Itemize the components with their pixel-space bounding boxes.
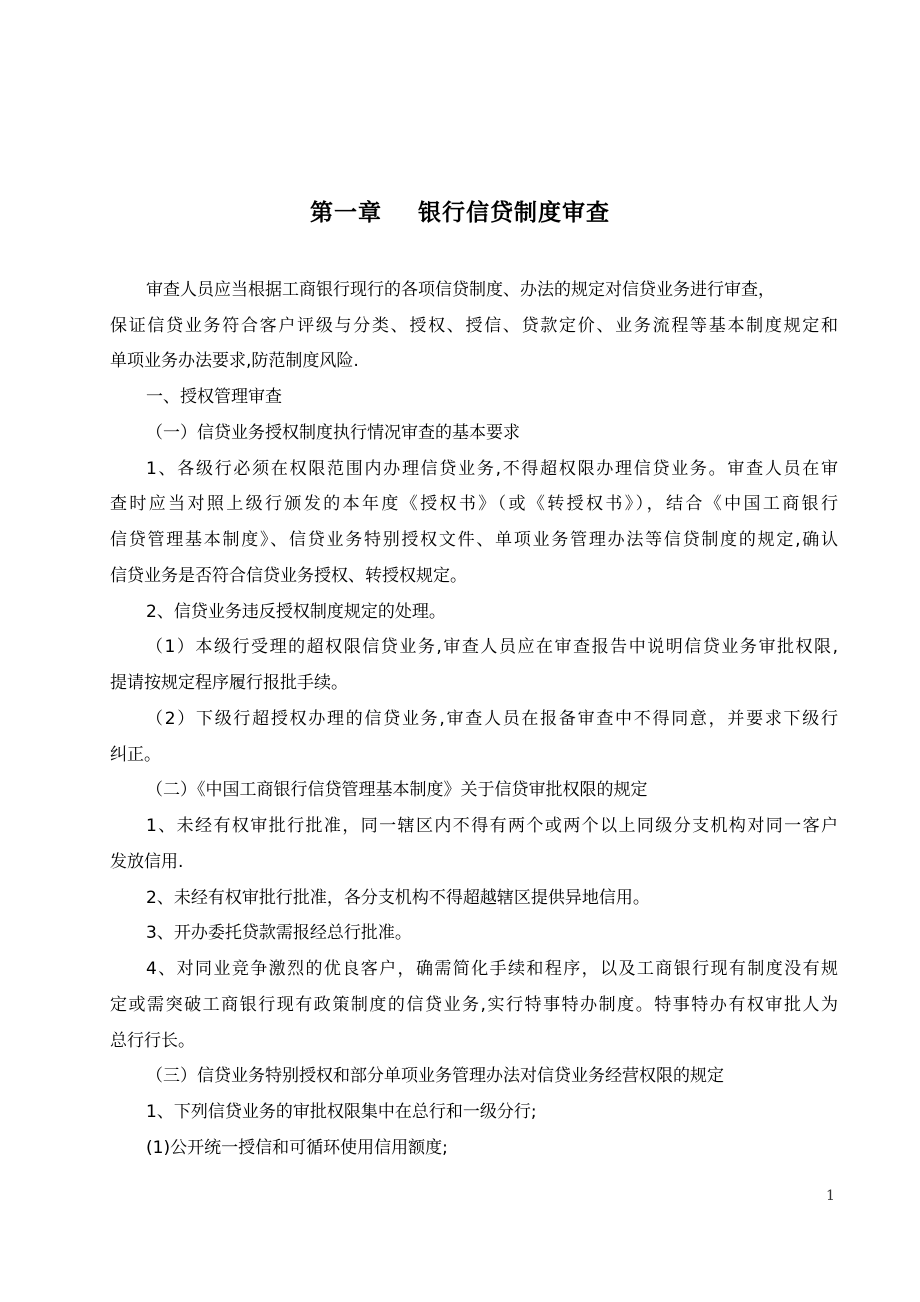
paragraph-line: 单项业务办法要求,防范制度风险. bbox=[110, 351, 359, 371]
subsection-heading: （一）信贷业务授权制度执行情况审查的基本要求 bbox=[146, 423, 520, 443]
paragraph-line: 定或需突破工商银行现有政策制度的信贷业务,实行特事特办制度。特事特办有权审批人为 bbox=[110, 995, 838, 1015]
paragraph-line: 信贷业务是否符合信贷业务授权、转授权规定。 bbox=[110, 566, 467, 586]
paragraph-line: 审查人员应当根据工商银行现行的各项信贷制度、办法的规定对信贷业务进行审查， bbox=[146, 280, 775, 300]
paragraph-line: 2、信贷业务违反授权制度规定的处理。 bbox=[146, 602, 446, 622]
paragraph-line: 保证信贷业务符合客户评级与分类、授权、授信、贷款定价、业务流程等基本制度规定和 bbox=[110, 316, 838, 336]
paragraph-line: 提请按规定程序履行报批手续。 bbox=[110, 673, 348, 693]
paragraph-line: 1、下列信贷业务的审批权限集中在总行和一级分行; bbox=[146, 1102, 537, 1122]
paragraph-line: 1、各级行必须在权限范围内办理信贷业务,不得超权限办理信贷业务。审查人员在审 bbox=[146, 459, 838, 479]
paragraph-line: 3、开办委托贷款需报经总行批准。 bbox=[146, 923, 412, 943]
paragraph-line: 纠正。 bbox=[110, 745, 161, 765]
paragraph-line: （1）本级行受理的超权限信贷业务,审查人员应在审查报告中说明信贷业务审批权限, bbox=[146, 637, 838, 657]
paragraph-line: 查时应当对照上级行颁发的本年度《授权书》（或《转授权书》），结合《中国工商银行 bbox=[110, 494, 838, 514]
paragraph-line: 2、未经有权审批行批准，各分支机构不得超越辖区提供异地信用。 bbox=[146, 888, 650, 908]
paragraph-line: 总行行长。 bbox=[110, 1031, 195, 1051]
paragraph-line: 1、未经有权审批行批准，同一辖区内不得有两个或两个以上同级分支机构对同一客户 bbox=[146, 816, 838, 836]
paragraph-line: 4、对同业竞争激烈的优良客户，确需简化手续和程序，以及工商银行现有制度没有规 bbox=[146, 959, 838, 979]
paragraph-line: 发放信用. bbox=[110, 852, 184, 872]
paragraph-line: （2）下级行超授权办理的信贷业务,审查人员在报备审查中不得同意，并要求下级行 bbox=[146, 709, 838, 729]
subsection-heading: （二）《中国工商银行信贷管理基本制度》关于信贷审批权限的规定 bbox=[146, 780, 648, 800]
paragraph-line: 信贷管理基本制度》、信贷业务特别授权文件、单项业务管理办法等信贷制度的规定,确认 bbox=[110, 530, 838, 550]
section-heading: 一、授权管理审查 bbox=[146, 387, 282, 407]
subsection-heading: （三）信贷业务特别授权和部分单项业务管理办法对信贷业务经营权限的规定 bbox=[146, 1066, 724, 1086]
page-number: 1 bbox=[826, 1188, 835, 1204]
paragraph-line: (1)公开统一授信和可循环使用信用额度; bbox=[146, 1138, 448, 1158]
chapter-title: 第一章 银行信贷制度审查 bbox=[309, 200, 611, 226]
